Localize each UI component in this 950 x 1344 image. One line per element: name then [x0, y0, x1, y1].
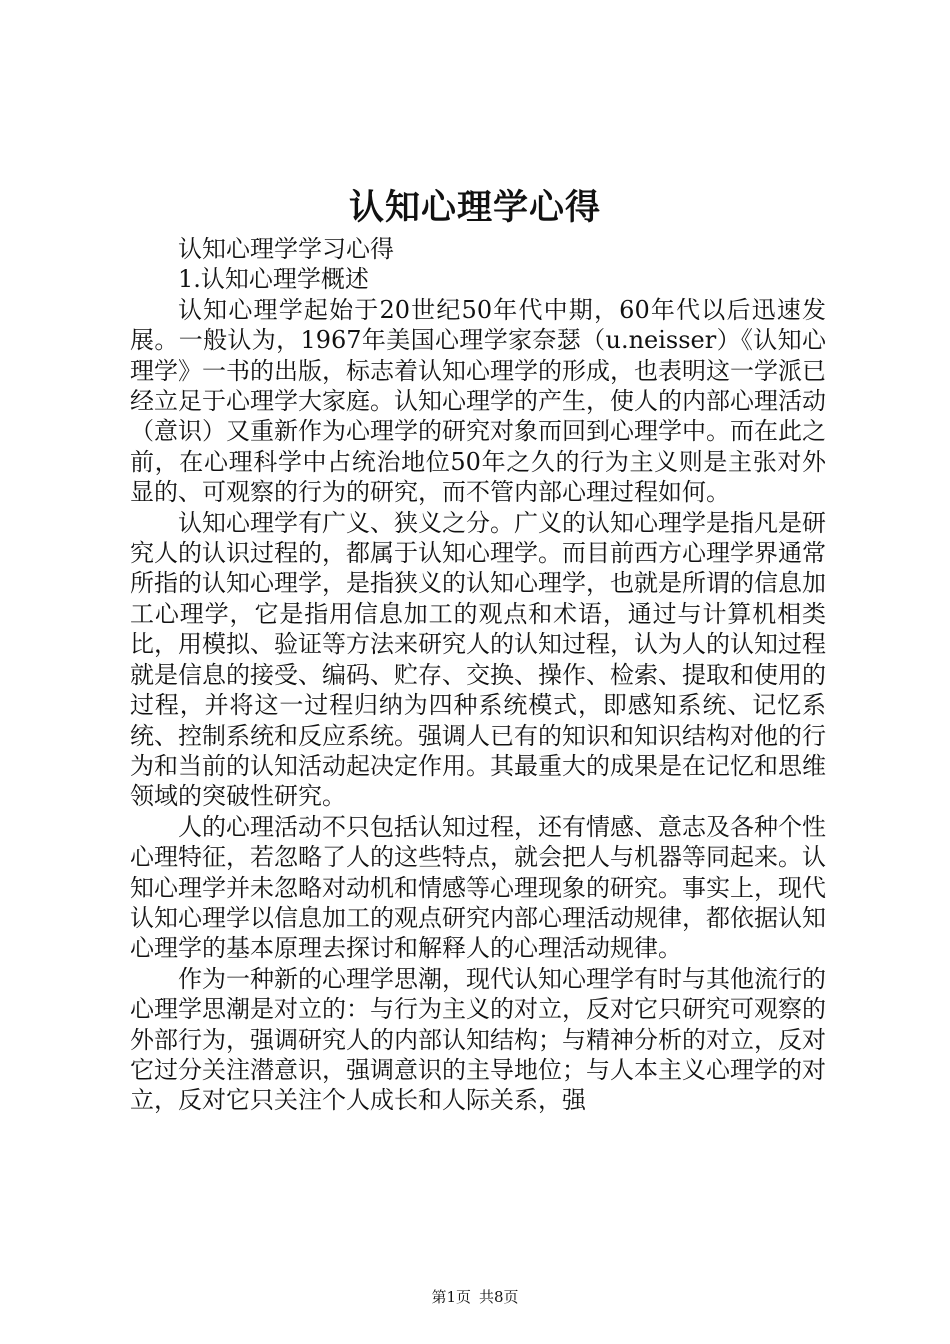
document-body — [130, 234, 826, 1116]
body-paragraph: 作为一种新的心理学思潮，现代认知心理学有时与其他流行的心理学思潮是对立的：与行为主义的对立，反对它只研究可观察的外部行为，强调研究人的内部认知结构；与精神分析的对立，反对它过分关注潜意识，强调意识的主导地位；与人本主义心理学的对立，反对它只关注个人成长和人际关系，强 — [130, 964, 826, 1115]
page-total: 共8页 — [479, 1288, 519, 1306]
body-paragraph: 认知心理学有广义、狭义之分。广义的认知心理学是指凡是研究人的认识过程的，都属于认知心理学。而目前西方心理学界通常所指的认知心理学，是指狭义的认知心理学，也就是所谓的信息加工心理学，它是指用信息加工的观点和术语，通过与计算机相类比，用模拟、验证等方法来研究人的认知过程，认为人的认知过程就是信息的接受、编码、贮存、交换、操作、检索、提取和使用的过程，并将这一过程归纳为四种系统模式，即感知系统、记忆系统、控制系统和反应系统。强调人已有的知识和知识结构对他的行为和当前的认知活动起决定作用。其最重大的成果是在记忆和思维领域的突破性研究。 — [130, 508, 826, 811]
section-heading: 1.认知心理学概述 — [178, 265, 369, 294]
document-subtitle: 认知心理学学习心得 — [178, 235, 394, 263]
document-title: 认知心理学心得 — [348, 187, 601, 228]
body-paragraph: 认知心理学起始于20世纪50年代中期，60年代以后迅速发展。一般认为，1967年美国心理学家奈瑟（u.neisser）《认知心理学》一书的出版，标志着认知心理学的形成，也表明这一学派已经立足于心理学大家庭。认知心理学的产生，使人的内部心理活动（意识）又重新作为心理学的研究对象而回到心理学中。而在此之前，在心理科学中占统治地位50年之久的行为主义则是主张对外显的、可观察的行为的研究，而不管内部心理过程如何。 — [130, 295, 826, 507]
page-footer — [0, 1287, 950, 1307]
body-paragraph: 人的心理活动不只包括认知过程，还有情感、意志及各种个性心理特征，若忽略了人的这些特点，就会把人与机器等同起来。认知心理学并未忽略对动机和情感等心理现象的研究。事实上，现代认知心理学以信息加工的观点研究内部心理活动规律，都依据认知心理学的基本原理去探讨和解释人的心理活动规律。 — [130, 812, 826, 963]
page-number: 第1页 — [431, 1288, 471, 1306]
